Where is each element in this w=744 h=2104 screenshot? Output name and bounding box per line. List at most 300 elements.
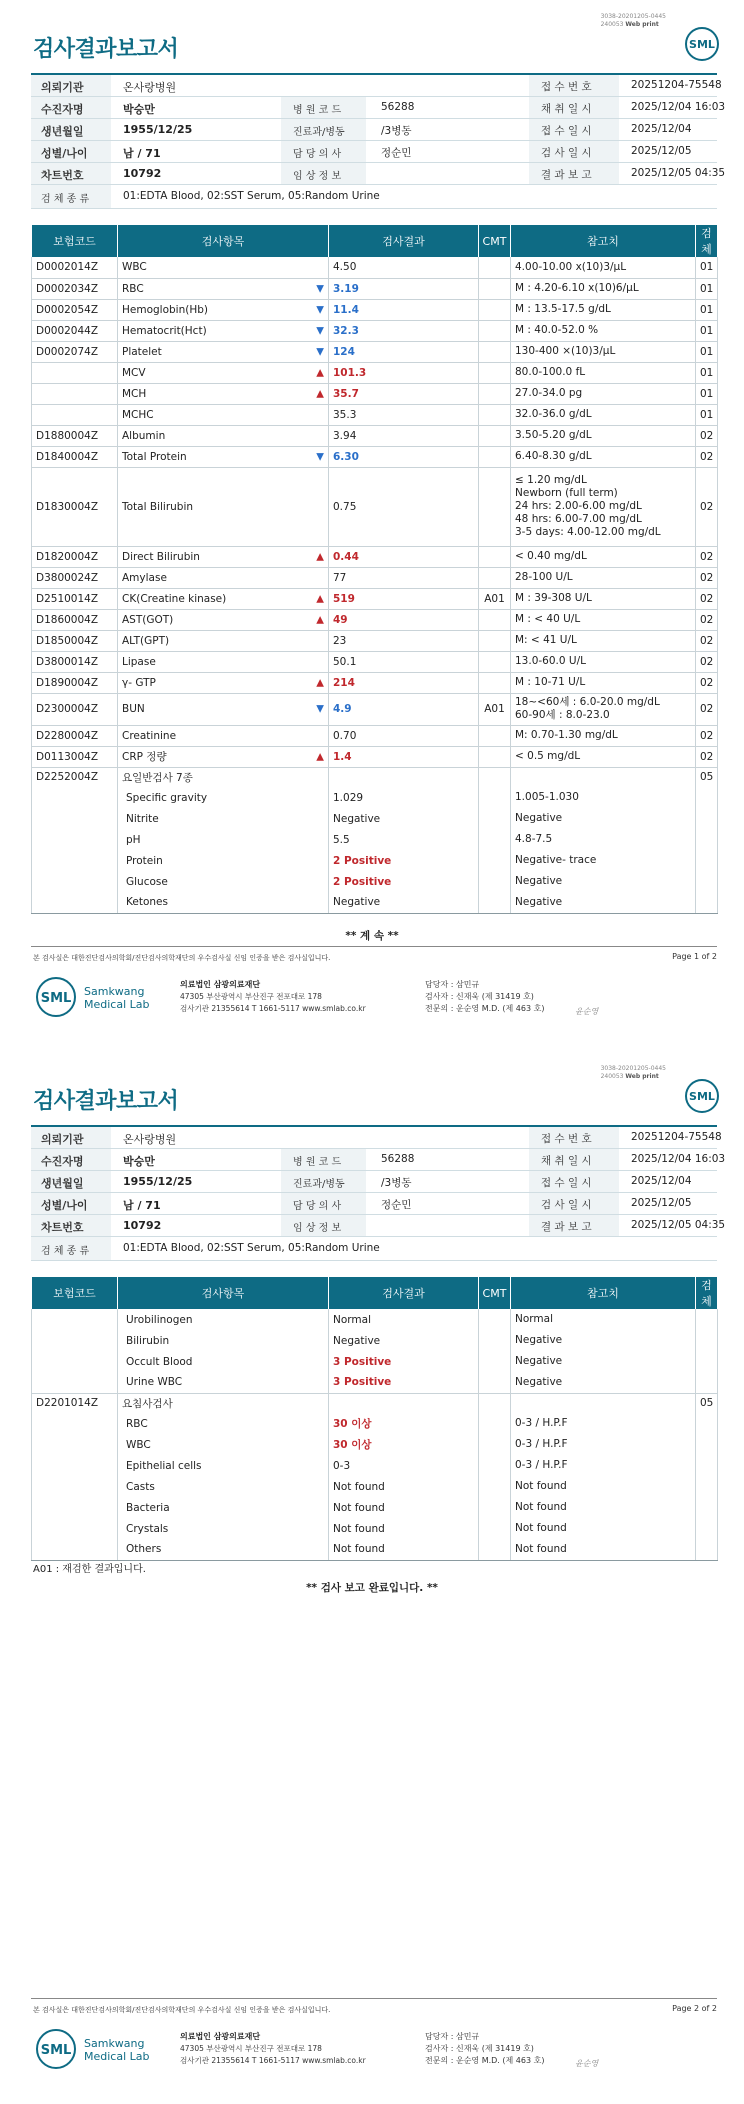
cell-item — [118, 725, 329, 746]
cell-specimen — [696, 1372, 718, 1393]
value-receive-date: 2025/12/04 — [631, 123, 692, 135]
logo-big-text: SML — [40, 991, 72, 1006]
table-row-sub — [32, 1476, 718, 1497]
cell-code: D2300004Z — [32, 693, 118, 725]
cell-reference: 130-400 ×(10)3/μL — [511, 341, 696, 362]
table-row-sub — [32, 1539, 718, 1560]
table-row-sub — [32, 1455, 718, 1476]
cell-reference: Negative — [511, 1330, 696, 1351]
cell-item — [118, 320, 329, 341]
flag-high-icon: ▲ — [316, 751, 324, 762]
cell-item: Nitrite — [118, 808, 329, 829]
flag-high-icon: ▲ — [316, 677, 324, 688]
table-row-sub — [32, 1434, 718, 1455]
cell-item-label: Lipase — [122, 655, 156, 668]
cell-reference: M : 39-308 U/L — [511, 588, 696, 609]
cell-reference: 4.00-10.00 x(10)3/μL — [511, 257, 696, 278]
cell-reference: 0-3 / H.P.F — [511, 1455, 696, 1476]
label-collect-time: 채 취 일 시 — [541, 1155, 592, 1167]
col-header-cmt: CMT — [479, 225, 511, 257]
logo-text: SML — [689, 38, 715, 51]
label-clinical-info: 임 상 정 보 — [293, 171, 342, 182]
cell-result: 23 — [329, 630, 479, 651]
table-row-sub — [32, 1518, 718, 1539]
table-row-group — [32, 767, 718, 787]
samkwang-logo-icon — [36, 2027, 156, 2071]
cell-cmt — [479, 1539, 511, 1560]
table-row-sub — [32, 1372, 718, 1393]
cell-reference: Not found — [511, 1518, 696, 1539]
cell-code: D1860004Z — [32, 609, 118, 630]
cell-result: 101.3 — [329, 362, 479, 383]
value-sex-age: 남 / 71 — [123, 147, 161, 160]
cell-code — [32, 383, 118, 404]
value-test-date: 2025/12/05 — [631, 145, 692, 157]
cell-result: 0.70 — [329, 725, 479, 746]
col-header-result: 검사결과 — [329, 1277, 479, 1309]
table-row-sub — [32, 1330, 718, 1351]
cell-cmt — [479, 467, 511, 546]
cell-reference: Negative — [511, 892, 696, 913]
print-label: Web print — [625, 1073, 659, 1080]
value-doctor: 정순민 — [381, 1199, 412, 1211]
cell-reference: Negative — [511, 1351, 696, 1372]
label-specimen-type: 검 체 종 류 — [41, 194, 90, 205]
cell-cmt — [479, 404, 511, 425]
report-page-2 — [0, 1052, 744, 2104]
cell-specimen — [696, 871, 718, 892]
cell-reference: Negative- trace — [511, 850, 696, 871]
label-doctor: 담 당 의 사 — [293, 149, 342, 160]
cell-cmt — [479, 746, 511, 767]
lab-contact: 검사기관 21355614 T 1661-5117 www.smlab.co.kr — [180, 1004, 366, 1013]
cell-cmt — [479, 1393, 511, 1413]
cell-item-label: WBC — [122, 261, 147, 274]
flag-high-icon: ▲ — [316, 593, 324, 604]
cell-code — [32, 1518, 118, 1539]
table-row — [32, 299, 718, 320]
cell-result: Not found — [329, 1497, 479, 1518]
cell-item-label: γ- GTP — [122, 676, 156, 689]
cell-specimen — [696, 892, 718, 913]
cell-item-label: Direct Bilirubin — [122, 550, 200, 563]
cell-reference: Not found — [511, 1539, 696, 1560]
cell-specimen: 05 — [696, 767, 718, 787]
table-row-sub — [32, 1497, 718, 1518]
cell-code — [32, 1330, 118, 1351]
value-sex-age: 남 / 71 — [123, 1199, 161, 1212]
cell-item-label: RBC — [122, 282, 144, 295]
staff-examiner: 검사자 : 신재욱 (제 31419 호) — [425, 2044, 534, 2053]
cell-reference: Negative — [511, 1372, 696, 1393]
label-hospital-code: 병 원 코 드 — [293, 1157, 342, 1168]
cell-item-label: CRP 정량 — [122, 751, 167, 763]
logo-name-line1: Samkwang — [84, 985, 145, 998]
label-clinical-info: 임 상 정 보 — [293, 1223, 342, 1234]
label-test-date: 검 사 일 시 — [541, 147, 592, 159]
cell-specimen — [696, 787, 718, 808]
cell-result: 32.3 — [329, 320, 479, 341]
table-row — [32, 404, 718, 425]
cell-code — [32, 850, 118, 871]
cell-item — [118, 404, 329, 425]
col-header-item: 검사항목 — [118, 225, 329, 257]
cell-cmt — [479, 546, 511, 567]
cell-reference: M : < 40 U/L — [511, 609, 696, 630]
cell-code — [32, 829, 118, 850]
cell-specimen — [696, 850, 718, 871]
cell-cmt — [479, 278, 511, 299]
logo-big-text: SML — [40, 2043, 72, 2058]
print-label: Web print — [625, 21, 659, 28]
cell-code — [32, 1455, 118, 1476]
logo-name-line2: Medical Lab — [84, 998, 150, 1011]
cell-cmt — [479, 609, 511, 630]
table-row — [32, 746, 718, 767]
table-row — [32, 567, 718, 588]
cell-item: Bilirubin — [118, 1330, 329, 1351]
cell-item-label: MCV — [122, 366, 146, 379]
cell-cmt — [479, 1330, 511, 1351]
cell-item-label: MCH — [122, 387, 147, 400]
cell-item-label: MCHC — [122, 408, 154, 421]
cell-specimen: 01 — [696, 341, 718, 362]
table-row — [32, 446, 718, 467]
cell-result: 0-3 — [329, 1455, 479, 1476]
print-code-line: 3038-20201205-0445 — [600, 1065, 666, 1072]
cell-result: 2 Positive — [329, 871, 479, 892]
label-patient-name: 수진자명 — [41, 1155, 84, 1168]
col-header-code: 보험코드 — [32, 225, 118, 257]
flag-high-icon: ▲ — [316, 551, 324, 562]
cell-item-label: Albumin — [122, 429, 166, 442]
reference-line: 3-5 days: 4.00-12.00 mg/dL — [515, 526, 661, 538]
cell-result: 1.4 — [329, 746, 479, 767]
cell-specimen: 02 — [696, 588, 718, 609]
page-title: 검사결과보고서 — [33, 37, 179, 62]
value-department: /3병동 — [381, 1177, 412, 1189]
value-patient-name: 박승만 — [123, 1155, 155, 1168]
completed-text: ** 검사 보고 완료입니다. ** — [306, 1582, 438, 1594]
value-chart-no: 10792 — [123, 167, 162, 180]
cell-cmt — [479, 850, 511, 871]
cell-cmt — [479, 1372, 511, 1393]
signature: 윤순영 — [575, 1007, 599, 1016]
print-code-line: 3038-20201205-0445 — [600, 13, 666, 20]
label-institution: 의뢰기관 — [41, 1133, 84, 1146]
value-chart-no: 10792 — [123, 1219, 162, 1232]
cell-cmt — [479, 1309, 511, 1330]
value-institution: 온사랑병원 — [123, 1133, 177, 1146]
label-doctor: 담 당 의 사 — [293, 1201, 342, 1212]
logo-name-line1: Samkwang — [84, 2037, 145, 2050]
cell-item: Crystals — [118, 1518, 329, 1539]
flag-high-icon: ▲ — [316, 367, 324, 378]
lab-address: 47305 부산광역시 부산진구 전포대로 178 — [180, 2044, 322, 2053]
cell-code — [32, 1309, 118, 1330]
cell-item — [118, 630, 329, 651]
cell-result: 6.30 — [329, 446, 479, 467]
lab-name: 의료법인 삼광의료재단 — [180, 980, 261, 989]
cell-reference: M : 4.20-6.10 x(10)6/μL — [511, 278, 696, 299]
cell-code: D0002034Z — [32, 278, 118, 299]
cell-reference: 0-3 / H.P.F — [511, 1434, 696, 1455]
cell-cmt — [479, 1351, 511, 1372]
cell-code — [32, 1497, 118, 1518]
cell-result: 0.44 — [329, 546, 479, 567]
cell-specimen: 02 — [696, 546, 718, 567]
cell-item-label: AST(GOT) — [122, 613, 174, 626]
cell-reference: 6.40-8.30 g/dL — [511, 446, 696, 467]
cell-cmt — [479, 299, 511, 320]
cell-cmt — [479, 1476, 511, 1497]
cell-specimen: 02 — [696, 567, 718, 588]
cell-reference: 27.0-34.0 pg — [511, 383, 696, 404]
cell-item-label: Hematocrit(Hct) — [122, 324, 207, 337]
cell-reference — [511, 1393, 696, 1413]
cell-item — [118, 567, 329, 588]
staff-specialist: 전문의 : 운순영 M.D. (제 463 호) — [425, 1004, 545, 1013]
cell-item — [118, 446, 329, 467]
cell-specimen — [696, 1330, 718, 1351]
cell-item — [118, 546, 329, 567]
label-collect-time: 채 취 일 시 — [541, 103, 592, 115]
cell-item: Protein — [118, 850, 329, 871]
cell-reference — [511, 767, 696, 787]
cell-item — [118, 467, 329, 546]
value-report-time: 2025/12/05 04:35 — [631, 1219, 726, 1231]
cell-item-label: Total Bilirubin — [122, 500, 194, 513]
cell-item-label: CK(Creatine kinase) — [122, 592, 227, 605]
cell-cmt — [479, 257, 511, 278]
cell-specimen: 01 — [696, 257, 718, 278]
cell-result: 3.19 — [329, 278, 479, 299]
sml-logo-icon — [684, 26, 720, 62]
cell-specimen: 02 — [696, 746, 718, 767]
cell-reference: 28-100 U/L — [511, 567, 696, 588]
staff-manager: 담당자 : 삼민규 — [425, 2032, 480, 2041]
cell-item: RBC — [118, 1413, 329, 1434]
cell-code — [32, 1539, 118, 1560]
lab-info — [180, 2031, 366, 2067]
cell-item: Others — [118, 1539, 329, 1560]
cell-cmt — [479, 1497, 511, 1518]
value-specimen-type: 01:EDTA Blood, 02:SST Serum, 05:Random Urine — [123, 1242, 380, 1254]
value-accession-no: 20251204-75548 — [631, 1131, 722, 1143]
cell-code: D0002054Z — [32, 299, 118, 320]
cell-cmt — [479, 1518, 511, 1539]
value-report-time: 2025/12/05 04:35 — [631, 167, 726, 179]
col-header-specimen: 검체 — [696, 225, 718, 257]
cell-cmt — [479, 725, 511, 746]
cell-reference: Negative — [511, 871, 696, 892]
cell-code — [32, 787, 118, 808]
cell-code — [32, 1372, 118, 1393]
cell-reference: M : 40.0-52.0 % — [511, 320, 696, 341]
cell-item-label: BUN — [122, 703, 145, 715]
value-collect-time: 2025/12/04 16:03 — [631, 101, 726, 113]
cell-cmt — [479, 808, 511, 829]
certification-text: 본 검사실은 대한진단검사의학회/진단검사의학재단의 우수검사실 신임 인증을 받은 검사실입니다. — [33, 954, 331, 962]
page-number: Page 2 of 2 — [672, 2004, 717, 2013]
col-header-reference: 참고치 — [511, 225, 696, 257]
flag-high-icon: ▲ — [316, 388, 324, 399]
value-specimen-type: 01:EDTA Blood, 02:SST Serum, 05:Random Urine — [123, 190, 380, 202]
cell-cmt — [479, 320, 511, 341]
value-hospital-code: 56288 — [381, 101, 415, 113]
cell-cmt — [479, 829, 511, 850]
print-code-line: 240053 — [600, 1073, 624, 1080]
table-row — [32, 257, 718, 278]
cell-item: Occult Blood — [118, 1351, 329, 1372]
cell-code: D2252004Z — [32, 767, 118, 787]
value-doctor: 정순민 — [381, 147, 412, 159]
cell-result: 0.75 — [329, 467, 479, 546]
cell-cmt — [479, 1455, 511, 1476]
cell-code: D3800024Z — [32, 567, 118, 588]
cell-code — [32, 1476, 118, 1497]
print-code-line: 240053 — [600, 21, 624, 28]
table-row — [32, 651, 718, 672]
cell-reference: Normal — [511, 1309, 696, 1330]
cell-reference: < 0.40 mg/dL — [511, 546, 696, 567]
label-department: 진료과/병동 — [293, 127, 345, 138]
cell-specimen: 02 — [696, 467, 718, 546]
cell-cmt — [479, 630, 511, 651]
cell-item-label: Platelet — [122, 345, 162, 358]
cell-result: 3 Positive — [329, 1351, 479, 1372]
col-header-specimen: 검체 — [696, 1277, 718, 1309]
cell-code: D1830004Z — [32, 467, 118, 546]
table-row — [32, 609, 718, 630]
cell-code: D0002074Z — [32, 341, 118, 362]
label-chart-no: 차트번호 — [41, 1221, 84, 1234]
cell-cmt — [479, 341, 511, 362]
reference-line: Newborn (full term) — [515, 487, 618, 499]
cell-result: 30 이상 — [329, 1413, 479, 1434]
cell-result: 4.9 — [329, 693, 479, 725]
lab-name: 의료법인 삼광의료재단 — [180, 2032, 261, 2041]
cell-result: 2 Positive — [329, 850, 479, 871]
label-accession-no: 접 수 번 호 — [541, 81, 592, 93]
cell-code: D2510014Z — [32, 588, 118, 609]
flag-low-icon: ▼ — [316, 325, 324, 336]
cell-result: 1.029 — [329, 787, 479, 808]
flag-low-icon: ▼ — [316, 451, 324, 462]
cell-specimen: 02 — [696, 725, 718, 746]
cell-specimen: 01 — [696, 404, 718, 425]
cell-result: 3 Positive — [329, 1372, 479, 1393]
cell-specimen: 02 — [696, 693, 718, 725]
cell-code: D2280004Z — [32, 725, 118, 746]
cmt-note: A01 : 재검한 결과입니다. — [33, 1564, 146, 1575]
cell-cmt — [479, 362, 511, 383]
label-report-time: 결 과 보 고 — [541, 169, 592, 181]
cell-code — [32, 808, 118, 829]
label-department: 진료과/병동 — [293, 1179, 345, 1190]
value-department: /3병동 — [381, 125, 412, 137]
cell-item: 요일반검사 7종 — [118, 767, 329, 787]
cell-cmt — [479, 892, 511, 913]
cell-cmt — [479, 383, 511, 404]
cell-cmt — [479, 567, 511, 588]
cell-reference: 3.50-5.20 g/dL — [511, 425, 696, 446]
cell-item: WBC — [118, 1434, 329, 1455]
cell-item-label: Amylase — [122, 571, 167, 584]
cell-specimen — [696, 1413, 718, 1434]
cell-result: 35.3 — [329, 404, 479, 425]
cell-reference: M: 0.70-1.30 mg/dL — [511, 725, 696, 746]
label-institution: 의뢰기관 — [41, 81, 84, 94]
cell-cmt — [479, 871, 511, 892]
cell-code: D0113004Z — [32, 746, 118, 767]
cell-code: D1850004Z — [32, 630, 118, 651]
samkwang-logo-icon — [36, 975, 156, 1019]
table-row — [32, 425, 718, 446]
flag-low-icon: ▼ — [316, 283, 324, 294]
cell-result: 124 — [329, 341, 479, 362]
cell-item: Specific gravity — [118, 787, 329, 808]
col-header-cmt: CMT — [479, 1277, 511, 1309]
label-hospital-code: 병 원 코 드 — [293, 105, 342, 116]
cell-item: pH — [118, 829, 329, 850]
label-chart-no: 차트번호 — [41, 169, 84, 182]
cell-result: 11.4 — [329, 299, 479, 320]
label-patient-name: 수진자명 — [41, 103, 84, 116]
patient-header — [31, 1125, 726, 1261]
col-header-code: 보험코드 — [32, 1277, 118, 1309]
cell-reference: Not found — [511, 1476, 696, 1497]
cell-result: 30 이상 — [329, 1434, 479, 1455]
cell-specimen: 02 — [696, 672, 718, 693]
cell-cmt — [479, 425, 511, 446]
cell-code — [32, 362, 118, 383]
reference-line: 48 hrs: 6.00-7.00 mg/dL — [515, 513, 642, 525]
cell-item — [118, 746, 329, 767]
cell-reference: 80.0-100.0 fL — [511, 362, 696, 383]
label-sex-age: 성별/나이 — [41, 1199, 88, 1212]
cell-result: Negative — [329, 808, 479, 829]
cell-specimen — [696, 1309, 718, 1330]
cell-item: 요침사검사 — [118, 1393, 329, 1413]
lab-info — [180, 979, 366, 1015]
table-row — [32, 672, 718, 693]
table-row-sub — [32, 1309, 718, 1330]
cell-reference: Not found — [511, 1497, 696, 1518]
print-code — [601, 1065, 666, 1081]
label-report-time: 결 과 보 고 — [541, 1221, 592, 1233]
cell-cmt — [479, 446, 511, 467]
cell-result: Not found — [329, 1518, 479, 1539]
cell-result — [329, 767, 479, 787]
cell-code: D1880004Z — [32, 425, 118, 446]
cell-cmt — [479, 787, 511, 808]
value-receive-date: 2025/12/04 — [631, 1175, 692, 1187]
cell-result: Not found — [329, 1476, 479, 1497]
cell-cmt — [479, 1434, 511, 1455]
cell-reference: 13.0-60.0 U/L — [511, 651, 696, 672]
col-header-item: 검사항목 — [118, 1277, 329, 1309]
label-receive-date: 접 수 일 시 — [541, 125, 592, 137]
cell-code: D3800014Z — [32, 651, 118, 672]
cell-item — [118, 278, 329, 299]
table-row-sub — [32, 892, 718, 913]
label-birthdate: 생년월일 — [41, 125, 84, 138]
table-row-sub — [32, 871, 718, 892]
table-row-group — [32, 1393, 718, 1413]
label-specimen-type: 검 체 종 류 — [41, 1246, 90, 1257]
cell-code: D2201014Z — [32, 1393, 118, 1413]
